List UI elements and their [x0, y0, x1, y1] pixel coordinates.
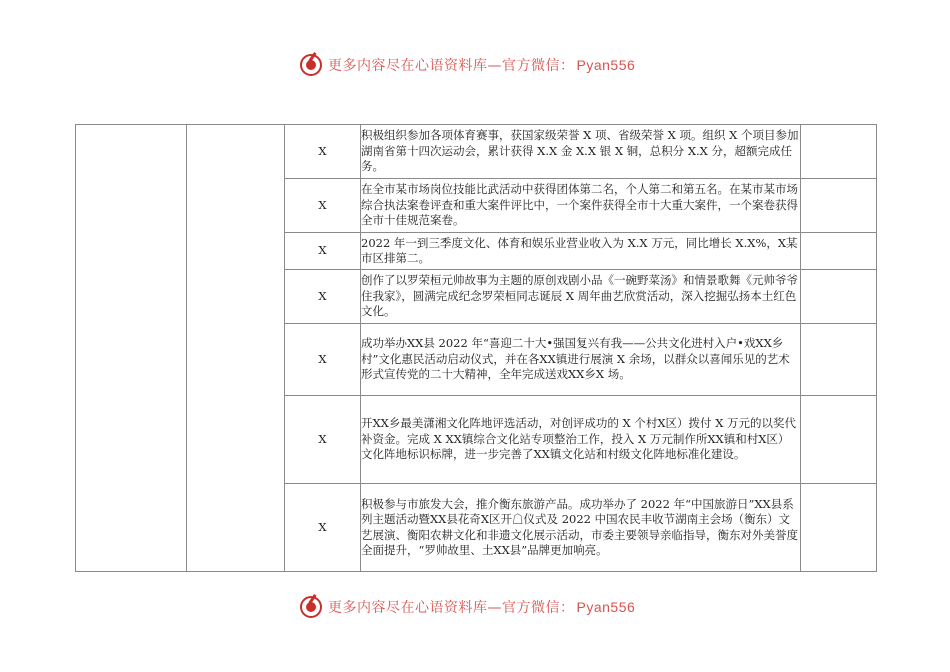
- subcategory-cell: [187, 125, 285, 572]
- mark-cell: X: [285, 270, 361, 324]
- note-cell: [801, 484, 877, 572]
- content-cell: 在全市某市场岗位技能比武活动中获得团体第二名，个人第二和第五名。在某市某市场综合执法案卷评查和重大案件评比中，一个案件获得全市十大重大案件，一个案卷获得全市十佳规范案卷。: [361, 179, 801, 233]
- content-cell: 开XX乡最美潇湘文化阵地评选活动，对创评成功的 X 个村X区）拨付 X 万元的以奖代补资金。完成 X XX镇综合文化站专项整治工作，投入 X 万元制作所XX镇和村X区）文化阵地标识标牌，进一步完善了XX镇文化站和村级文化阵地标准化建设。: [361, 396, 801, 484]
- note-cell: [801, 179, 877, 233]
- mark-cell: X: [285, 125, 361, 179]
- watermark-top: [300, 54, 635, 76]
- watermark-id: Pyan556: [576, 57, 636, 73]
- mark-cell: X: [285, 324, 361, 396]
- watermark-text: 更多内容尽在心语资料库—官方微信：: [328, 58, 575, 74]
- table-row: [76, 125, 877, 179]
- note-cell: [801, 270, 877, 324]
- content-cell: 积极参与市旅发大会，推介衡东旅游产品。成功举办了 2022 年“中国旅游日”XX县系列主题活动暨XX县花奇X区开☖仪式及 2022 中国农民丰收节湖南主会场（衡东）文艺展演、衡阳农耕文化和非遗文化展示活动，市委主要领导亲临指导，衡东对外美誉度全面提升，“罗帅故里、土XX县”品牌更加响亮。: [361, 484, 801, 572]
- logo-icon: [300, 596, 322, 618]
- mark-cell: X: [285, 396, 361, 484]
- mark-cell: X: [285, 233, 361, 270]
- content-cell: 成功举办XX县 2022 年“喜迎二十大•强国复兴有我——公共文化进村入户•戏XX乡村”文化惠民活动启动仪式，并在各XX镇进行展演 X 余场，以群众以喜闻乐见的艺术形式宣传党的二十大精神，全年完成送戏XX乡X 场。: [361, 324, 801, 396]
- mark-cell: X: [285, 179, 361, 233]
- content-table: [75, 124, 877, 572]
- category-cell: [76, 125, 187, 572]
- watermark-text: 更多内容尽在心语资料库—官方微信：: [328, 600, 575, 616]
- mark-cell: X: [285, 484, 361, 572]
- logo-icon: [300, 54, 322, 76]
- note-cell: [801, 233, 877, 270]
- content-cell: 2022 年一到三季度文化、体育和娱乐业营业收入为 X.X 万元，同比增长 X.X%，X某市区排第二。: [361, 233, 801, 270]
- note-cell: [801, 396, 877, 484]
- watermark-id: Pyan556: [576, 599, 636, 615]
- note-cell: [801, 125, 877, 179]
- note-cell: [801, 324, 877, 396]
- content-cell: 积极组织参加各项体育赛事，获国家级荣誉 X 项、省级荣誉 X 项。组织 X 个项目参加湖南省第十四次运动会，累计获得 X.X 金 X.X 银 X 铜，总积分 X.X 分，超额完成任务。: [361, 125, 801, 179]
- watermark-bottom: [300, 596, 635, 618]
- content-cell: 创作了以罗荣桓元帅故事为主题的原创戏剧小品《一碗野菜汤》和情景歌舞《元帅爷爷住我家》，圆满完成纪念罗荣桓同志诞辰 X 周年曲艺欣赏活动，深入挖掘弘扬本土红色文化。: [361, 270, 801, 324]
